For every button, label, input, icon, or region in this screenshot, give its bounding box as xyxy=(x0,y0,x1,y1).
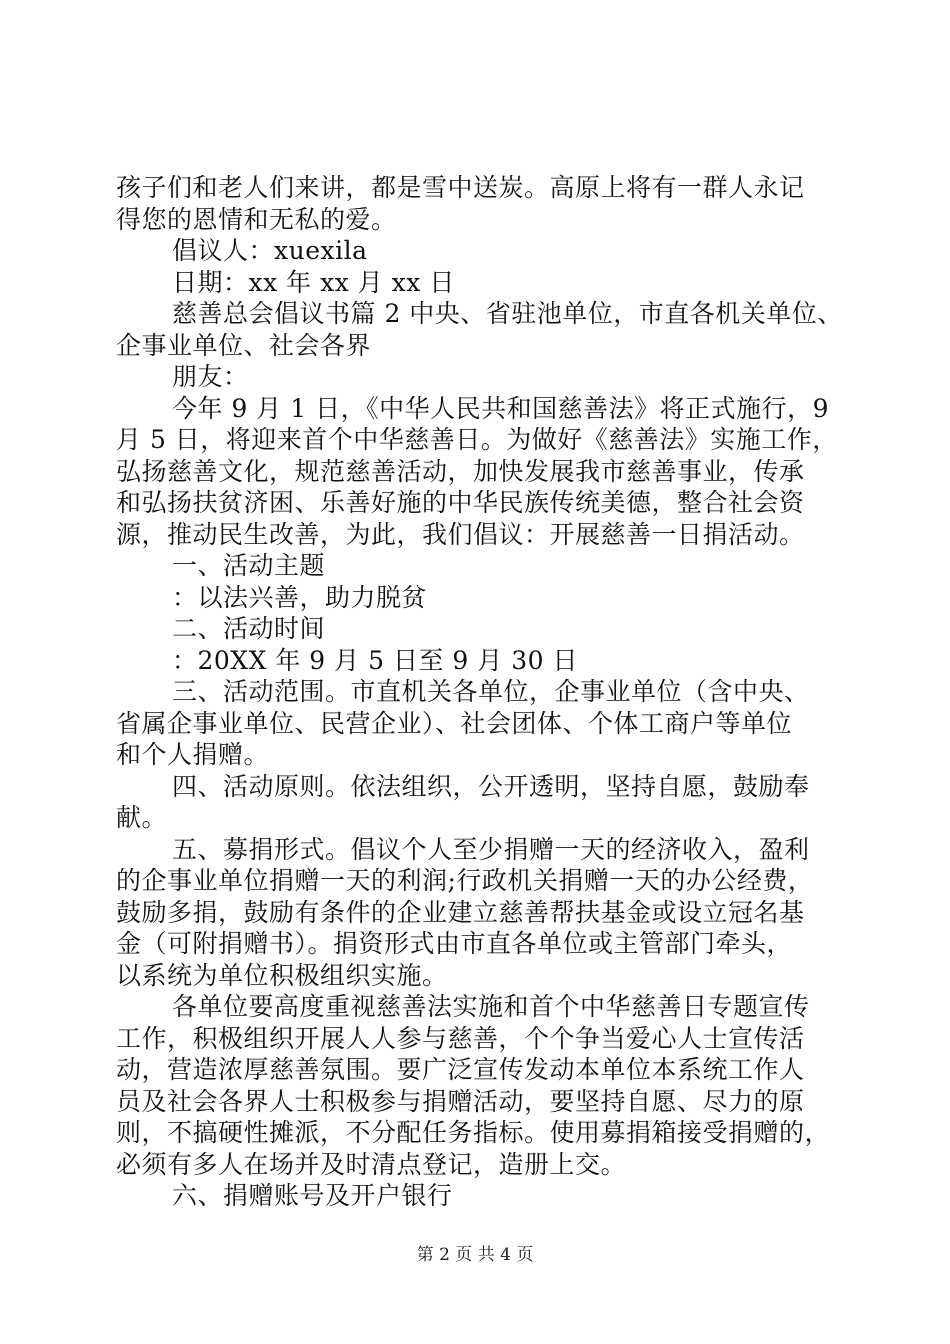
text-line: 的企事业单位捐赠一天的利润;行政机关捐赠一天的办公经费， xyxy=(116,866,814,895)
text-line: 得您的恩情和无私的爱。 xyxy=(116,204,397,234)
text-line: 倡议人：xuexila xyxy=(172,236,368,265)
text-line: 今年 9 月 1 日，《中华人民共和国慈善法》将正式施行，9 xyxy=(172,393,830,423)
text-line: 必须有多人在场并及时清点登记，造册上交。 xyxy=(116,1149,627,1179)
text-line: 五、募捐形式。倡议个人至少捐赠一天的经济收入，盈利 xyxy=(172,834,810,864)
text-line: 则，不搞硬性摊派，不分配任务指标。使用募捐箱接受捐赠的， xyxy=(116,1118,831,1147)
text-line: 员及社会各界人士积极参与捐赠活动，要坚持自愿、尽力的原 xyxy=(116,1086,805,1116)
text-line: 四、活动原则。依法组织，公开透明，坚持自愿，鼓励奉 xyxy=(172,771,810,801)
text-line: ：20XX 年 9 月 5 日至 9 月 30 日 xyxy=(172,645,578,675)
text-line: 日期：xx 年 xx 月 xx 日 xyxy=(172,267,455,297)
text-line: 和弘扬扶贫济困、乐善好施的中华民族传统美德，整合社会资 xyxy=(116,488,805,517)
text-line: 以系统为单位积极组织实施。 xyxy=(116,960,448,990)
text-line: 省属企事业单位、民营企业）、社会团体、个体工商户等单位 xyxy=(116,708,793,738)
text-line: 和个人捐赠。 xyxy=(116,740,270,769)
text-line: 六、捐赠账号及开户银行 xyxy=(172,1181,453,1210)
text-line: 工作，积极组织开展人人参与慈善，个个争当爱心人士宣传活 xyxy=(116,1023,805,1053)
text-line: ：以法兴善，助力脱贫 xyxy=(172,582,428,612)
page-footer: 第 2 页 共 4 页 xyxy=(416,1245,534,1265)
text-line: 企事业单位、社会各界 xyxy=(116,330,372,360)
text-line: 三、活动范围。市直机关各单位，企事业单位（含中央、 xyxy=(172,677,810,706)
text-line: 动，营造浓厚慈善氛围。要广泛宣传发动本单位本系统工作人 xyxy=(116,1055,805,1084)
text-line: 二、活动时间 xyxy=(172,614,326,643)
text-line: 献。 xyxy=(116,803,168,832)
text-line: 月 5 日，将迎来首个中华慈善日。为做好《慈善法》实施工作， xyxy=(116,425,838,454)
text-line: 金（可附捐赠书）。捐资形式由市直各单位或主管部门牵头， xyxy=(116,929,793,958)
document-body xyxy=(116,172,844,1212)
text-line: 各单位要高度重视慈善法实施和首个中华慈善日专题宣传 xyxy=(172,992,810,1021)
text-line: 弘扬慈善文化，规范慈善活动，加快发展我市慈善事业，传承 xyxy=(116,456,805,486)
text-line: 鼓励多捐，鼓励有条件的企业建立慈善帮扶基金或设立冠名基 xyxy=(116,897,805,927)
text-line: 源，推动民生改善，为此，我们倡议：开展慈善一日捐活动。 xyxy=(116,519,805,549)
text-line: 一、活动主题 xyxy=(172,551,326,580)
text-line: 朋友： xyxy=(172,362,249,391)
text-line: 孩子们和老人们来讲，都是雪中送炭。高原上将有一群人永记 xyxy=(116,173,805,202)
text-line: 慈善总会倡议书篇 2 中央、省驻池单位，市直各机关单位、 xyxy=(172,299,843,328)
